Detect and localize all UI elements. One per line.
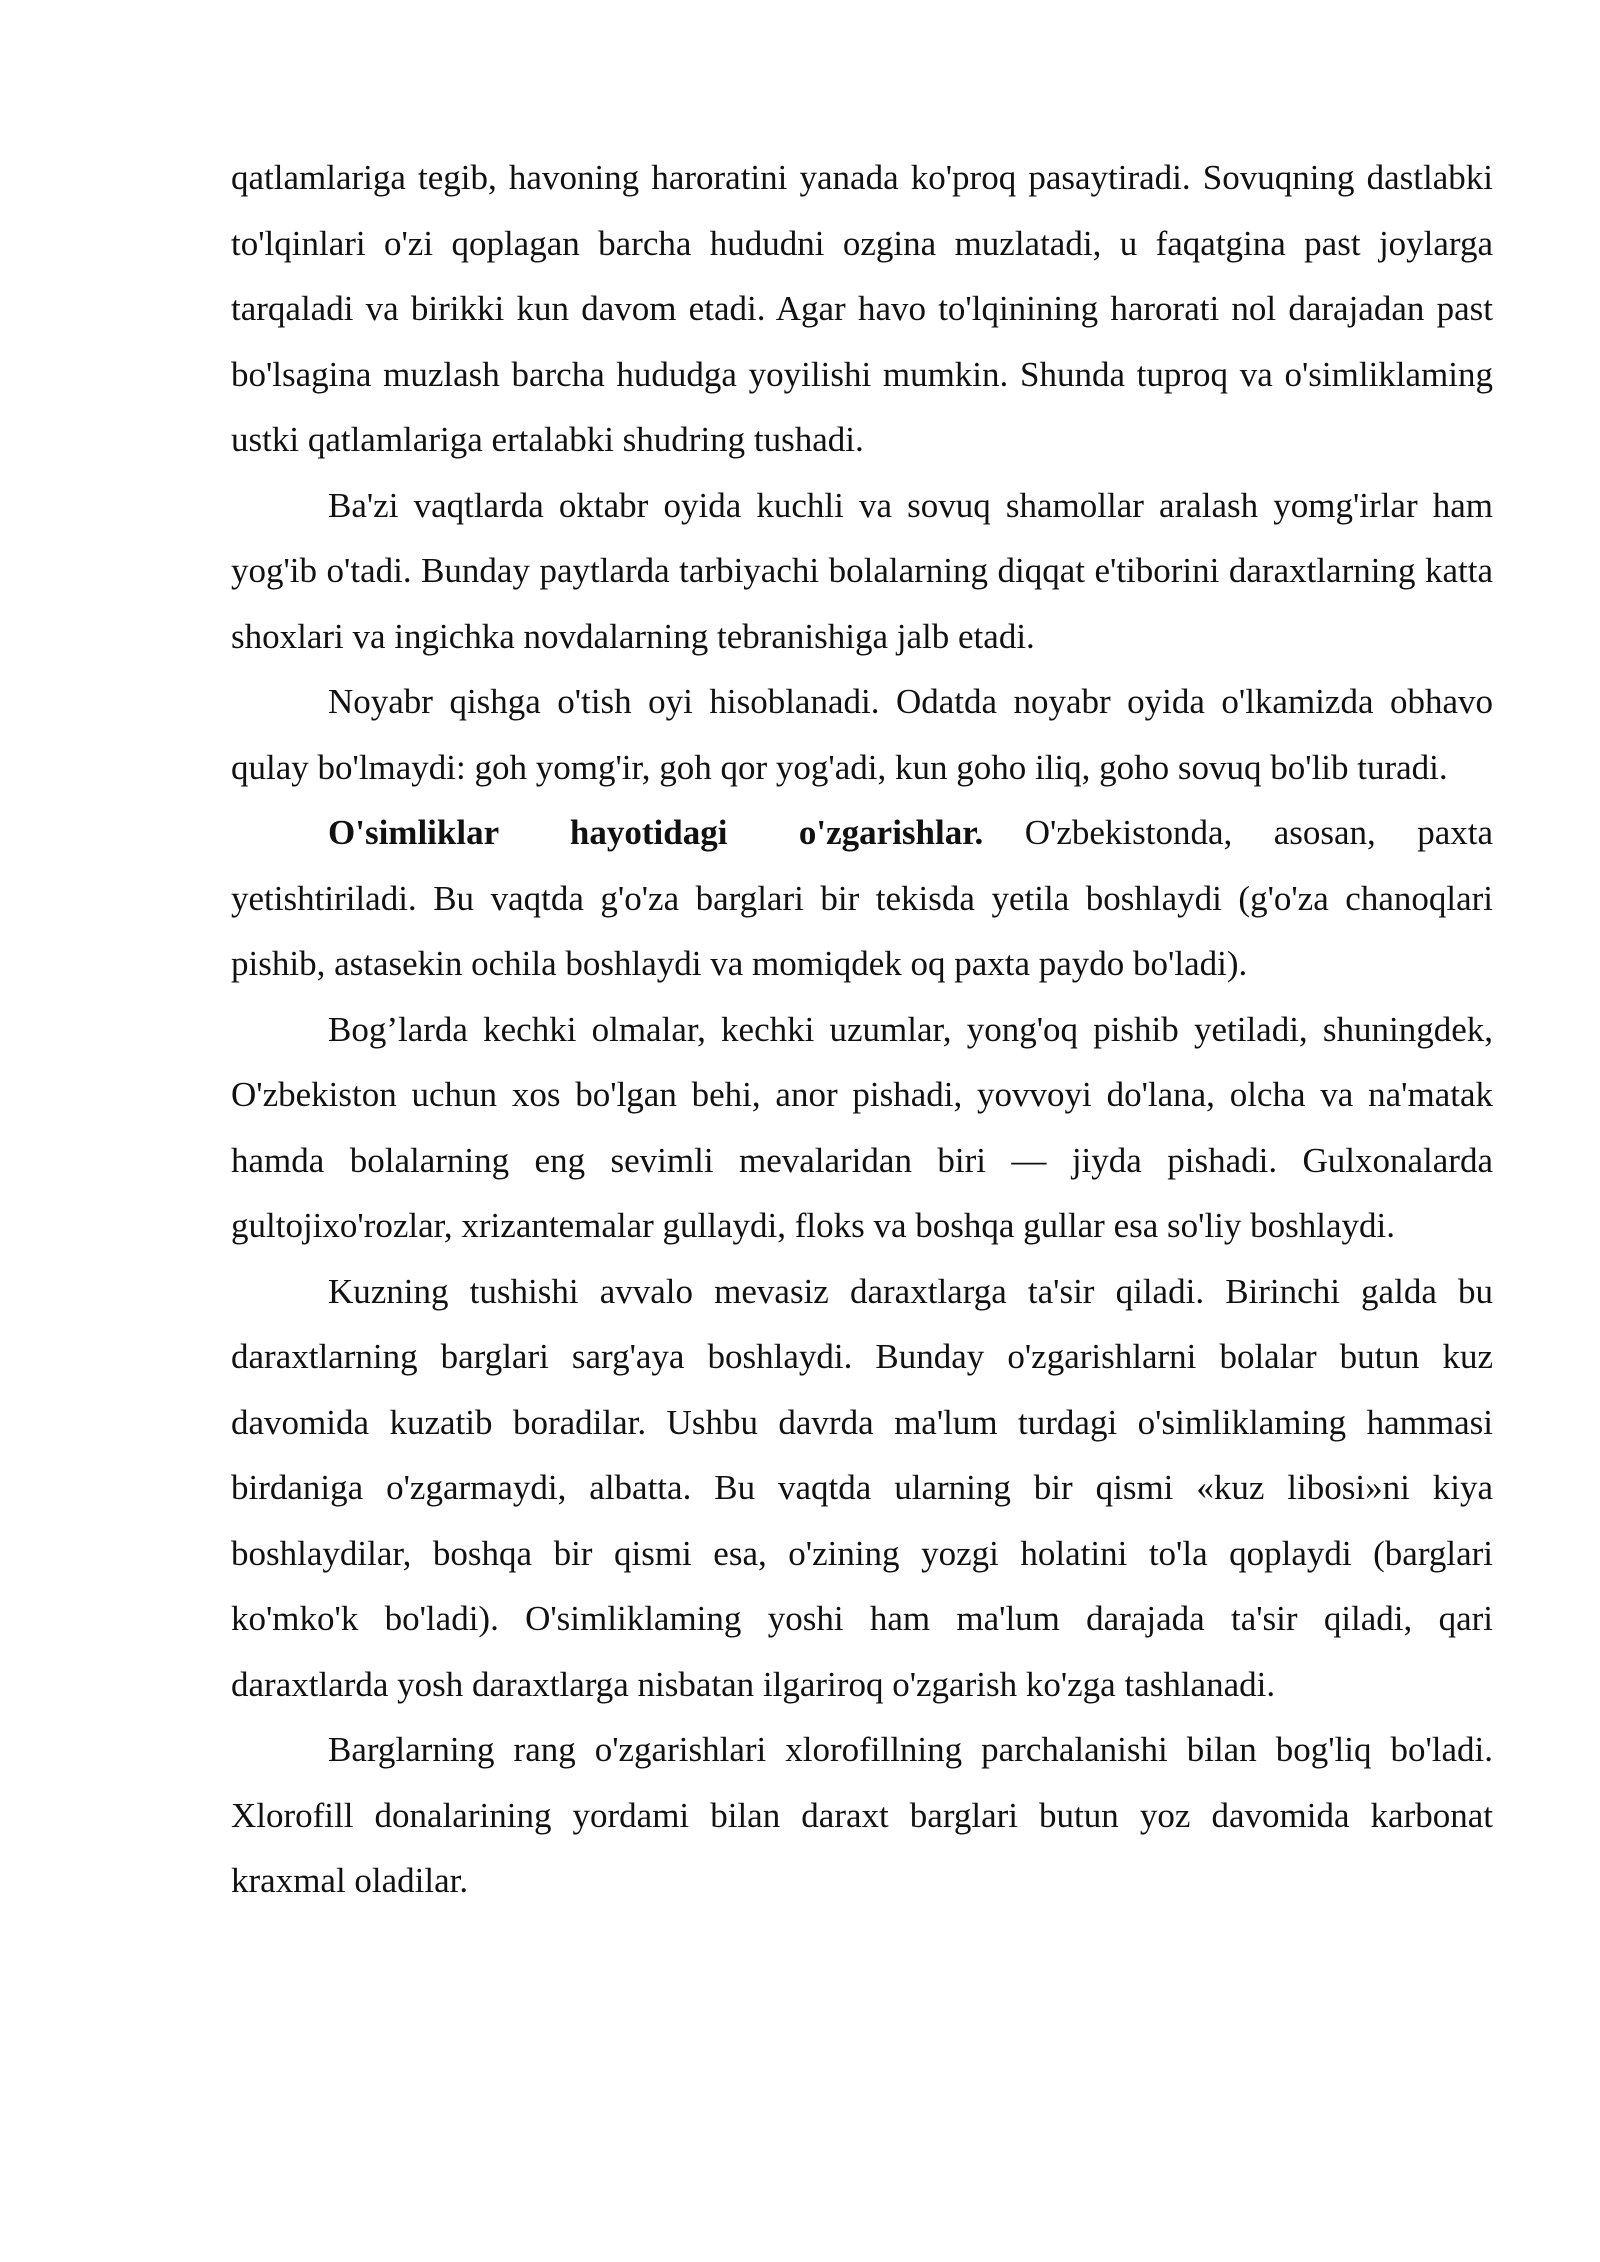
paragraph-text: Noyabr qishga o'tish oyi hisoblanadi. Odatda noyabr oyida o'lkamizda obhavo qulay bo'lmaydi: goh yomg'ir, goh qor yog'adi, kun goho iliq, goho sovuq bo'lib turadi. [231,682,1493,787]
section-heading: O'simliklar hayotidagi o'zgarishlar. [328,813,984,852]
paragraph-4 [231,800,1493,997]
paragraph-text: Bog’larda kechki olmalar, kechki uzumlar, yong'oq pishib yetiladi, shuningdek, O'zbekiston uchun xos bo'lgan behi, anor pishadi, yovvoyi do'lana, olcha va na'matak hamda bolalarning eng sevimli mevalaridan biri — jiyda pishadi. Gulxonalarda gultojixo'rozlar, xrizantemalar gullaydi, floks va boshqa gullar esa so'liy boshlaydi. [231,1009,1493,1245]
paragraph-text: O'zbekistonda, asosan, paxta yetishtiriladi. Bu vaqtda g'o'za barglari bir tekisda yetila boshlaydi (g'o'za chanoqlari pishib, astasekin ochila boshlaydi va momiqdek oq paxta paydo bo'ladi). [231,813,1494,983]
paragraph-2 [231,473,1493,670]
paragraph-5 [231,997,1493,1259]
paragraph-3 [231,669,1493,800]
paragraph-1 [231,145,1493,473]
paragraph-7 [231,1717,1493,1914]
paragraph-text: Kuzning tushishi avvalo mevasiz daraxtlarga ta'sir qiladi. Birinchi galda bu daraxtlarning barglari sarg'aya boshlaydi. Bunday o'zgarishlarni bolalar butun kuz davomida kuzatib boradilar. Ushbu davrda ma'lum turdagi o'simliklaming hammasi birdaniga o'zgarmaydi, albatta. Bu vaqtda ularning bir qismi «kuz libosi»ni kiya boshlaydilar, boshqa bir qismi esa, o'zining yozgi holatini to'la qoplaydi (barglari ko'mko'k bo'ladi). O'simliklaming yoshi ham ma'lum darajada ta'sir qiladi, qari daraxtlarda yosh daraxtlarga nisbatan ilgariroq o'zgarish ko'zga tashlanadi. [231,1271,1493,1704]
paragraph-text: qatlamlariga tegib, havoning haroratini yanada ko'proq pasaytiradi. Sovuqning dastlabki to'lqinlari o'zi qoplagan barcha hududni ozgina muzlatadi, u faqatgina past joylarga tarqaladi va birikki kun davom etadi. Agar havo to'lqinining harorati nol darajadan past bo'lsagina muzlash barcha hududga yoyilishi mumkin. Shunda tuproq va o'simliklaming ustki qatlamlariga ertalabki shudring tushadi. [231,158,1493,459]
paragraph-text: Ba'zi vaqtlarda oktabr oyida kuchli va sovuq shamollar aralash yomg'irlar ham yog'ib o'tadi. Bunday paytlarda tarbiyachi bolalarning diqqat e'tiborini daraxtlarning katta shoxlari va ingichka novdalarning tebranishiga jalb etadi. [231,485,1493,656]
paragraph-text: Barglarning rang o'zgarishlari xlorofillning parchalanishi bilan bog'liq bo'ladi. Xlorofill donalarining yordami bilan daraxt barglari butun yoz davomida karbonat kraxmal oladilar. [231,1730,1493,1900]
document-page [231,145,1493,1914]
paragraph-6 [231,1259,1493,1718]
